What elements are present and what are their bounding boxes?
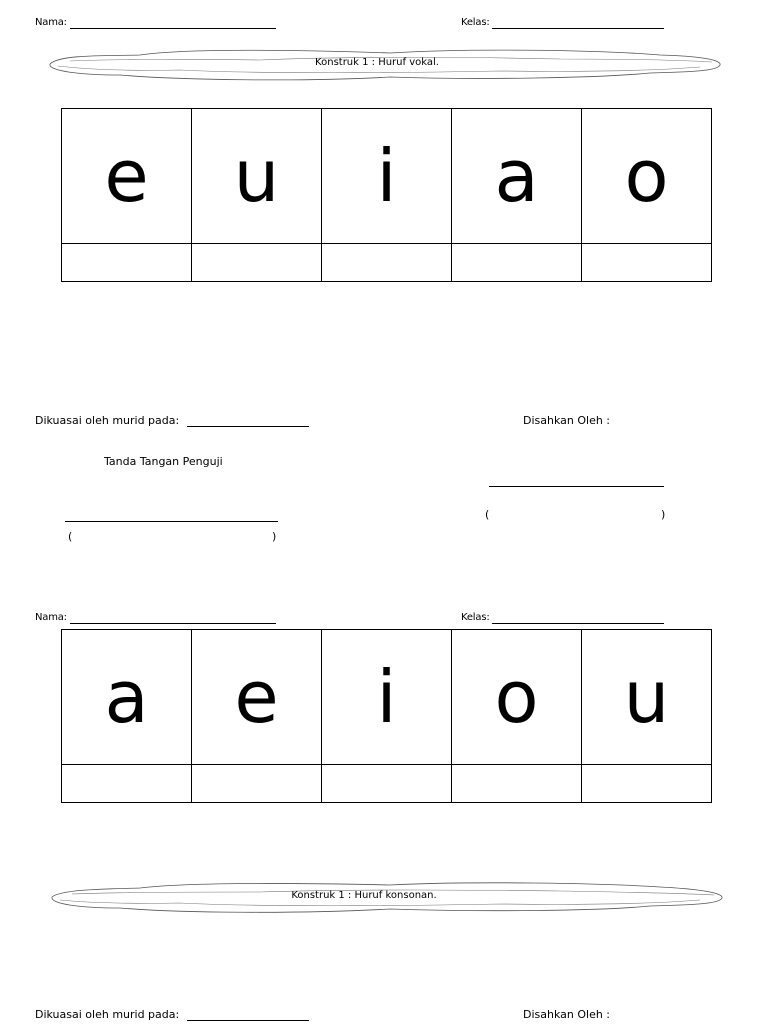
nama-field[interactable] (70, 28, 276, 29)
answer-cell[interactable] (452, 765, 582, 803)
letter-cell: a (452, 109, 582, 244)
answer-cell[interactable] (62, 244, 192, 282)
disahkan-label: Disahkan Oleh : (523, 414, 611, 427)
letter-cell: u (192, 109, 322, 244)
nama-label: Nama: (35, 17, 67, 28)
answer-cell[interactable] (582, 765, 712, 803)
penguji-label: Tanda Tangan Penguji (104, 455, 223, 468)
paren-close: ) (272, 530, 277, 543)
letter-table (61, 108, 712, 282)
letter-cell: o (582, 109, 712, 244)
answer-cell[interactable] (192, 244, 322, 282)
nama-field[interactable] (70, 623, 276, 624)
answer-cell[interactable] (62, 765, 192, 803)
letter-cell: a (62, 630, 192, 765)
letter-cell: i (322, 630, 452, 765)
answer-cell[interactable] (582, 244, 712, 282)
kelas-field[interactable] (492, 623, 664, 624)
disahkan-label: Disahkan Oleh : (523, 1008, 611, 1021)
paren-open: ( (68, 530, 73, 543)
letter-cell: u (582, 630, 712, 765)
dikuasai-date-field[interactable] (187, 1020, 309, 1021)
kelas-field[interactable] (492, 28, 664, 29)
dikuasai-date-field[interactable] (187, 426, 309, 427)
kelas-label: Kelas: (461, 17, 490, 28)
letter-table (61, 629, 712, 803)
answer-cell[interactable] (322, 244, 452, 282)
nama-label: Nama: (35, 612, 67, 623)
answer-cell[interactable] (452, 244, 582, 282)
paren-close: ) (661, 508, 666, 521)
letter-cell: o (452, 630, 582, 765)
dikuasai-label: Dikuasai oleh murid pada: (35, 414, 180, 427)
dikuasai-label: Dikuasai oleh murid pada: (35, 1008, 180, 1021)
disahkan-signature-line[interactable] (489, 486, 664, 487)
letter-cell: e (192, 630, 322, 765)
letter-cell: e (62, 109, 192, 244)
penguji-signature-line[interactable] (65, 521, 278, 522)
answer-cell[interactable] (192, 765, 322, 803)
paren-open: ( (485, 508, 490, 521)
banner-title: Konstruk 1 : Huruf konsonan. (291, 890, 437, 901)
answer-cell[interactable] (322, 765, 452, 803)
letter-cell: i (322, 109, 452, 244)
kelas-label: Kelas: (461, 612, 490, 623)
banner-title: Konstruk 1 : Huruf vokal. (315, 57, 439, 68)
